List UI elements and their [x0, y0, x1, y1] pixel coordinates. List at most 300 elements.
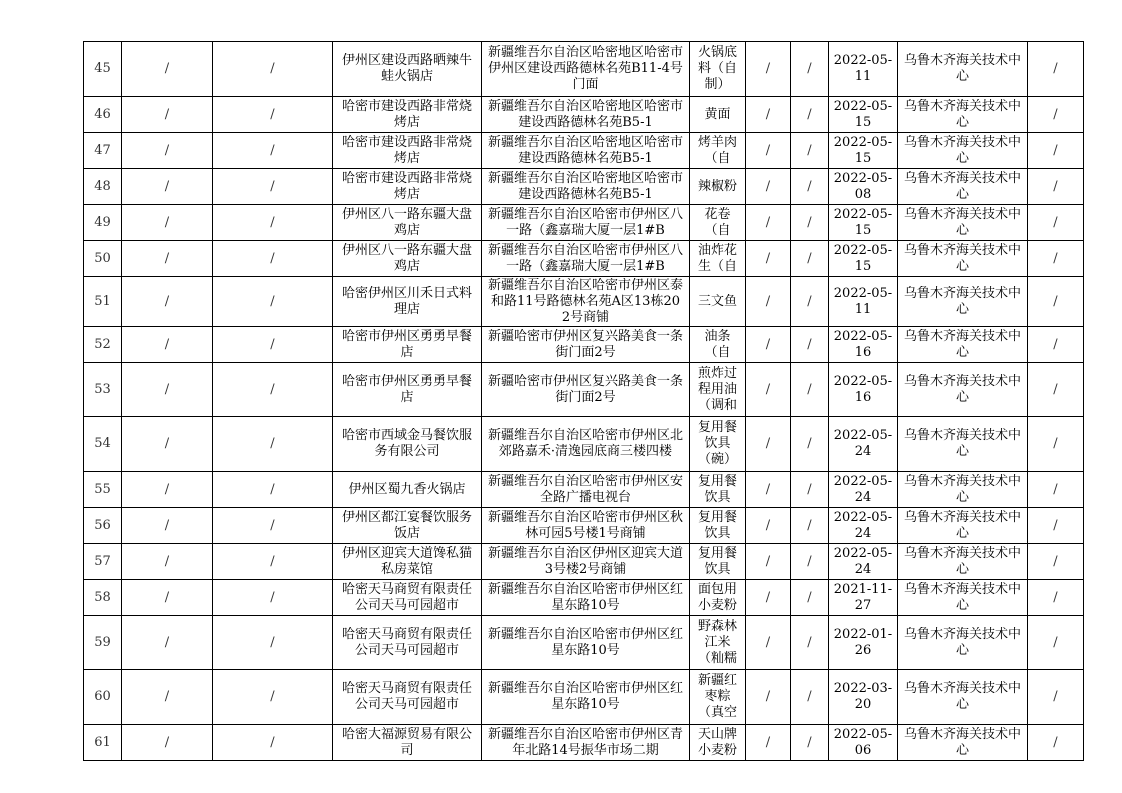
- business-name: 哈密天马商贸有限责任公司天马可园超市: [341, 626, 472, 658]
- empty-cell: /: [1053, 517, 1058, 533]
- sample-name-cell: [690, 417, 746, 472]
- row-number-cell: [84, 472, 122, 508]
- empty-cell: /: [807, 336, 812, 352]
- empty-cell: /: [164, 142, 170, 158]
- testing-institution: 乌鲁木齐海关技术中心: [903, 681, 1021, 712]
- business-name: 哈密天马商贸有限责任公司天马可园超市: [341, 581, 472, 613]
- empty-cell-cell: [746, 616, 791, 670]
- empty-cell: /: [164, 250, 170, 266]
- business-address: 新疆维吾尔自治区哈密市伊州区八一路（鑫嘉瑞大厦一层1#B: [487, 242, 683, 274]
- testing-institution-cell: [898, 363, 1028, 417]
- empty-cell: /: [765, 336, 771, 352]
- business-address: 新疆维吾尔自治区哈密市伊州区秋林可园5号楼1号商铺: [487, 509, 683, 541]
- row-number: 54: [94, 436, 111, 451]
- empty-cell-cell: [791, 616, 829, 670]
- row-number: 57: [94, 553, 111, 569]
- empty-cell-cell: [791, 417, 829, 472]
- empty-cell-cell: [1028, 472, 1084, 508]
- table-row: [84, 97, 1084, 133]
- sample-name: 新疆红枣粽（真空: [697, 673, 737, 720]
- production-date: 2022-05-11: [833, 285, 893, 317]
- empty-cell-cell: [746, 133, 791, 169]
- sample-name: 油条（自: [704, 328, 731, 360]
- business-address-cell: [482, 508, 690, 544]
- sample-name: 三文鱼: [697, 293, 737, 309]
- sample-name-cell: [690, 241, 746, 277]
- empty-cell: /: [765, 178, 771, 194]
- sample-name-cell: [690, 205, 746, 241]
- table-row: [84, 327, 1084, 363]
- empty-cell-cell: [213, 205, 333, 241]
- empty-cell-cell: [213, 42, 333, 97]
- business-address: 新疆维吾尔自治区哈密地区哈密市建设西路德林名苑B5-1: [487, 170, 683, 202]
- table-row: [84, 205, 1084, 241]
- business-address-cell: [482, 327, 690, 363]
- testing-institution-cell: [898, 616, 1028, 670]
- business-name-cell: [333, 42, 482, 97]
- empty-cell: /: [164, 178, 170, 194]
- empty-cell: /: [765, 589, 771, 605]
- empty-cell-cell: [791, 544, 829, 580]
- empty-cell: /: [765, 634, 771, 650]
- empty-cell: /: [807, 61, 812, 76]
- empty-cell-cell: [791, 277, 829, 327]
- row-number: 52: [94, 336, 111, 352]
- business-address-cell: [482, 277, 690, 327]
- empty-cell-cell: [213, 544, 333, 580]
- empty-cell: /: [1053, 250, 1058, 266]
- sample-name-cell: [690, 169, 746, 205]
- row-number-cell: [84, 133, 122, 169]
- business-address-cell: [482, 472, 690, 508]
- production-date: 2022-05-16: [833, 328, 893, 360]
- empty-cell-cell: [746, 417, 791, 472]
- production-date: 2022-05-24: [833, 545, 893, 577]
- testing-institution: 乌鲁木齐海关技术中心: [903, 545, 1021, 577]
- row-number: 49: [94, 214, 111, 230]
- row-number-cell: [84, 508, 122, 544]
- business-name: 哈密市伊州区勇勇早餐店: [341, 328, 472, 360]
- row-number-cell: [84, 241, 122, 277]
- empty-cell: /: [270, 634, 275, 650]
- empty-cell-cell: [746, 169, 791, 205]
- row-number-cell: [84, 169, 122, 205]
- sample-name-cell: [690, 670, 746, 725]
- business-address-cell: [482, 544, 690, 580]
- table-row: [84, 544, 1084, 580]
- business-name: 哈密市西域金马餐饮服务有限公司: [341, 428, 472, 459]
- business-name: 伊州区八一路东疆大盘鸡店: [341, 242, 472, 274]
- empty-cell: /: [164, 293, 170, 309]
- empty-cell-cell: [1028, 417, 1084, 472]
- testing-institution: 乌鲁木齐海关技术中心: [903, 206, 1021, 238]
- row-number: 61: [94, 734, 111, 750]
- production-date-cell: [829, 97, 898, 133]
- business-name-cell: [333, 97, 482, 133]
- business-name-cell: [333, 725, 482, 761]
- empty-cell-cell: [791, 241, 829, 277]
- production-date: 2022-05-16: [833, 373, 893, 405]
- empty-cell-cell: [791, 508, 829, 544]
- production-date: 2022-05-15: [833, 98, 893, 130]
- testing-institution-cell: [898, 725, 1028, 761]
- empty-cell: /: [765, 106, 771, 122]
- row-number-cell: [84, 725, 122, 761]
- empty-cell-cell: [1028, 327, 1084, 363]
- sample-name: 煎炸过程用油（调和: [697, 365, 737, 413]
- row-number: 60: [94, 689, 111, 704]
- row-number-cell: [84, 616, 122, 670]
- sample-name-cell: [690, 616, 746, 670]
- testing-institution-cell: [898, 241, 1028, 277]
- empty-cell: /: [164, 481, 170, 497]
- table-row: [84, 417, 1084, 472]
- testing-institution-cell: [898, 42, 1028, 97]
- production-date-cell: [829, 241, 898, 277]
- sample-name-cell: [690, 327, 746, 363]
- sample-name-cell: [690, 277, 746, 327]
- production-date-cell: [829, 472, 898, 508]
- business-address-cell: [482, 725, 690, 761]
- table-row: [84, 725, 1084, 761]
- sample-name-cell: [690, 544, 746, 580]
- sample-name: 复用餐饮具: [697, 473, 737, 505]
- empty-cell-cell: [1028, 169, 1084, 205]
- production-date-cell: [829, 277, 898, 327]
- empty-cell: /: [270, 481, 275, 497]
- empty-cell: /: [807, 436, 812, 451]
- business-address-cell: [482, 363, 690, 417]
- empty-cell: /: [164, 106, 170, 122]
- empty-cell-cell: [1028, 363, 1084, 417]
- business-address: 新疆维吾尔自治区哈密市伊州区红星东路10号: [487, 581, 683, 613]
- sample-name: 天山牌小麦粉: [697, 726, 737, 758]
- business-name-cell: [333, 508, 482, 544]
- sample-name-cell: [690, 725, 746, 761]
- empty-cell: /: [164, 214, 170, 230]
- table-row: [84, 616, 1084, 670]
- empty-cell-cell: [213, 277, 333, 327]
- business-name-cell: [333, 417, 482, 472]
- table-body: [84, 42, 1084, 761]
- empty-cell-cell: [791, 725, 829, 761]
- table-row: [84, 241, 1084, 277]
- business-address: 新疆维吾尔自治区哈密市伊州区红星东路10号: [487, 681, 683, 712]
- production-date: 2021-11-27: [833, 581, 893, 613]
- empty-cell-cell: [122, 363, 213, 417]
- empty-cell: /: [270, 689, 275, 704]
- testing-institution-cell: [898, 580, 1028, 616]
- production-date-cell: [829, 616, 898, 670]
- production-date: 2022-05-24: [833, 428, 893, 459]
- production-date: 2022-01-26: [833, 626, 893, 658]
- empty-cell: /: [765, 517, 771, 533]
- row-number-cell: [84, 205, 122, 241]
- business-address: 新疆维吾尔自治区伊州区迎宾大道3号楼2号商铺: [487, 545, 683, 577]
- table-row: [84, 670, 1084, 725]
- business-name-cell: [333, 616, 482, 670]
- testing-institution: 乌鲁木齐海关技术中心: [903, 134, 1021, 166]
- row-number: 51: [94, 293, 111, 309]
- empty-cell-cell: [122, 725, 213, 761]
- empty-cell: /: [1053, 106, 1058, 122]
- business-name-cell: [333, 169, 482, 205]
- empty-cell: /: [270, 336, 275, 352]
- production-date-cell: [829, 327, 898, 363]
- business-name: 伊州区八一路东疆大盘鸡店: [341, 206, 472, 238]
- business-name: 哈密市伊州区勇勇早餐店: [341, 373, 472, 405]
- empty-cell: /: [765, 250, 771, 266]
- empty-cell: /: [164, 589, 170, 605]
- business-address-cell: [482, 133, 690, 169]
- production-date: 2022-05-15: [833, 242, 893, 274]
- production-date: 2022-05-11: [833, 53, 893, 84]
- production-date-cell: [829, 205, 898, 241]
- row-number-cell: [84, 580, 122, 616]
- empty-cell: /: [765, 61, 771, 76]
- empty-cell: /: [765, 381, 771, 397]
- empty-cell: /: [270, 381, 275, 397]
- production-date-cell: [829, 133, 898, 169]
- business-address-cell: [482, 616, 690, 670]
- empty-cell-cell: [1028, 670, 1084, 725]
- empty-cell: /: [765, 553, 771, 569]
- empty-cell: /: [164, 634, 170, 650]
- sample-name: 黄面: [704, 106, 731, 122]
- empty-cell-cell: [122, 169, 213, 205]
- empty-cell-cell: [1028, 544, 1084, 580]
- empty-cell: /: [807, 381, 812, 397]
- empty-cell: /: [1053, 553, 1058, 569]
- row-number-cell: [84, 417, 122, 472]
- production-date-cell: [829, 363, 898, 417]
- empty-cell-cell: [746, 508, 791, 544]
- empty-cell: /: [765, 293, 771, 309]
- empty-cell: /: [807, 178, 812, 194]
- row-number-cell: [84, 363, 122, 417]
- business-name-cell: [333, 277, 482, 327]
- empty-cell: /: [270, 517, 275, 533]
- empty-cell-cell: [122, 133, 213, 169]
- empty-cell: /: [1053, 381, 1058, 397]
- sample-name-cell: [690, 580, 746, 616]
- production-date: 2022-05-08: [833, 170, 893, 202]
- empty-cell-cell: [746, 363, 791, 417]
- business-name: 伊州区蜀九香火锅店: [348, 481, 466, 497]
- business-address-cell: [482, 169, 690, 205]
- business-address-cell: [482, 97, 690, 133]
- empty-cell-cell: [746, 544, 791, 580]
- empty-cell: /: [765, 689, 771, 704]
- sample-name-cell: [690, 42, 746, 97]
- empty-cell-cell: [213, 616, 333, 670]
- empty-cell: /: [1053, 336, 1058, 352]
- testing-institution-cell: [898, 133, 1028, 169]
- empty-cell-cell: [791, 363, 829, 417]
- testing-institution-cell: [898, 97, 1028, 133]
- empty-cell-cell: [122, 327, 213, 363]
- business-name: 哈密伊州区川禾日式料理店: [341, 285, 472, 317]
- production-date: 2022-05-24: [833, 509, 893, 541]
- production-date-cell: [829, 544, 898, 580]
- sample-name: 烤羊肉（自: [697, 134, 737, 166]
- empty-cell: /: [270, 589, 275, 605]
- empty-cell: /: [807, 517, 812, 533]
- empty-cell: /: [807, 589, 812, 605]
- production-date-cell: [829, 417, 898, 472]
- sample-name: 复用餐饮具: [697, 545, 737, 577]
- testing-institution: 乌鲁木齐海关技术中心: [903, 285, 1021, 317]
- row-number-cell: [84, 327, 122, 363]
- empty-cell-cell: [791, 133, 829, 169]
- empty-cell-cell: [791, 580, 829, 616]
- empty-cell-cell: [122, 277, 213, 327]
- business-address: 新疆维吾尔自治区哈密地区哈密市建设西路德林名苑B5-1: [487, 134, 683, 166]
- empty-cell: /: [765, 734, 771, 750]
- empty-cell-cell: [213, 327, 333, 363]
- testing-institution: 乌鲁木齐海关技术中心: [903, 726, 1021, 758]
- empty-cell-cell: [213, 580, 333, 616]
- empty-cell: /: [807, 142, 812, 158]
- table-row: [84, 277, 1084, 327]
- empty-cell-cell: [213, 133, 333, 169]
- business-name-cell: [333, 133, 482, 169]
- empty-cell-cell: [746, 205, 791, 241]
- empty-cell: /: [1053, 589, 1058, 605]
- sample-name: 复用餐饮具（碗）: [697, 420, 737, 467]
- business-address: 新疆维吾尔自治区哈密市伊州区北郊路嘉禾·清逸园底商三楼四楼: [487, 428, 683, 459]
- empty-cell: /: [807, 553, 812, 569]
- empty-cell: /: [1053, 436, 1058, 451]
- empty-cell-cell: [746, 42, 791, 97]
- business-name: 哈密天马商贸有限责任公司天马可园超市: [341, 681, 472, 712]
- sample-name-cell: [690, 363, 746, 417]
- row-number: 55: [94, 481, 111, 497]
- empty-cell-cell: [746, 241, 791, 277]
- row-number: 53: [94, 381, 111, 397]
- empty-cell: /: [270, 553, 275, 569]
- empty-cell: /: [270, 293, 275, 309]
- empty-cell-cell: [746, 670, 791, 725]
- table-row: [84, 580, 1084, 616]
- testing-institution-cell: [898, 277, 1028, 327]
- sample-name: 火锅底料（自制）: [697, 45, 737, 92]
- table-row: [84, 508, 1084, 544]
- empty-cell: /: [270, 142, 275, 158]
- empty-cell: /: [807, 734, 812, 750]
- testing-institution: 乌鲁木齐海关技术中心: [903, 626, 1021, 658]
- business-name: 哈密市建设西路非常烧烤店: [341, 134, 472, 166]
- empty-cell-cell: [122, 417, 213, 472]
- empty-cell-cell: [122, 42, 213, 97]
- production-date: 2022-05-24: [833, 473, 893, 505]
- business-name: 伊州区建设西路晒辣牛蛙火锅店: [341, 53, 472, 84]
- business-name-cell: [333, 327, 482, 363]
- empty-cell: /: [1053, 689, 1058, 704]
- empty-cell-cell: [122, 472, 213, 508]
- business-address: 新疆维吾尔自治区哈密市伊州区安全路广播电视台: [487, 473, 683, 505]
- business-address-cell: [482, 670, 690, 725]
- sample-name: 花卷（自: [704, 206, 731, 238]
- business-name-cell: [333, 205, 482, 241]
- testing-institution-cell: [898, 205, 1028, 241]
- empty-cell-cell: [213, 670, 333, 725]
- business-name-cell: [333, 544, 482, 580]
- row-number: 47: [94, 142, 111, 158]
- testing-institution-cell: [898, 417, 1028, 472]
- testing-institution-cell: [898, 508, 1028, 544]
- empty-cell-cell: [791, 327, 829, 363]
- row-number-cell: [84, 670, 122, 725]
- empty-cell: /: [164, 734, 170, 750]
- empty-cell-cell: [746, 277, 791, 327]
- table-row: [84, 133, 1084, 169]
- empty-cell-cell: [1028, 205, 1084, 241]
- empty-cell: /: [765, 436, 771, 451]
- empty-cell-cell: [1028, 97, 1084, 133]
- business-name: 伊州区都江宴餐饮服务饭店: [341, 509, 472, 541]
- empty-cell-cell: [1028, 725, 1084, 761]
- empty-cell: /: [270, 734, 275, 750]
- business-name: 哈密大福源贸易有限公司: [341, 726, 472, 758]
- business-name: 伊州区迎宾大道馋私猫私房菜馆: [341, 545, 472, 577]
- empty-cell-cell: [746, 97, 791, 133]
- testing-institution-cell: [898, 544, 1028, 580]
- empty-cell-cell: [213, 97, 333, 133]
- empty-cell: /: [164, 689, 170, 704]
- empty-cell: /: [1053, 61, 1058, 76]
- testing-institution: 乌鲁木齐海关技术中心: [903, 373, 1021, 405]
- business-address-cell: [482, 417, 690, 472]
- empty-cell-cell: [213, 241, 333, 277]
- empty-cell: /: [807, 293, 812, 309]
- testing-institution-cell: [898, 670, 1028, 725]
- empty-cell: /: [164, 553, 170, 569]
- empty-cell: /: [164, 436, 170, 451]
- business-address-cell: [482, 241, 690, 277]
- sample-name-cell: [690, 133, 746, 169]
- testing-institution: 乌鲁木齐海关技术中心: [903, 242, 1021, 274]
- business-address: 新疆哈密市伊州区复兴路美食一条街门面2号: [487, 328, 683, 360]
- business-address: 新疆哈密市伊州区复兴路美食一条街门面2号: [487, 373, 683, 405]
- row-number: 45: [94, 61, 111, 76]
- business-name-cell: [333, 472, 482, 508]
- empty-cell: /: [807, 634, 812, 650]
- empty-cell: /: [164, 336, 170, 352]
- production-date: 2022-05-15: [833, 206, 893, 238]
- testing-institution: 乌鲁木齐海关技术中心: [903, 328, 1021, 360]
- production-date-cell: [829, 580, 898, 616]
- empty-cell: /: [807, 250, 812, 266]
- empty-cell-cell: [746, 580, 791, 616]
- business-address: 新疆维吾尔自治区哈密市伊州区青年北路14号振华市场二期: [487, 726, 683, 758]
- empty-cell: /: [1053, 481, 1058, 497]
- sample-name: 面包用小麦粉: [697, 581, 737, 613]
- empty-cell-cell: [213, 417, 333, 472]
- row-number: 56: [94, 517, 111, 533]
- business-address: 新疆维吾尔自治区哈密市伊州区泰和路11号路德林名苑A区13栋202号商铺: [487, 277, 683, 325]
- empty-cell-cell: [791, 670, 829, 725]
- empty-cell: /: [807, 481, 812, 497]
- sample-name: 油炸花生（自: [697, 242, 737, 274]
- table-row: [84, 472, 1084, 508]
- empty-cell-cell: [213, 508, 333, 544]
- production-date-cell: [829, 169, 898, 205]
- empty-cell: /: [1053, 634, 1058, 650]
- business-address: 新疆维吾尔自治区哈密地区哈密市伊州区建设西路德林名苑B11-4号门面: [487, 45, 683, 92]
- sample-name: 复用餐饮具: [697, 509, 737, 541]
- business-address: 新疆维吾尔自治区哈密市伊州区红星东路10号: [487, 626, 683, 658]
